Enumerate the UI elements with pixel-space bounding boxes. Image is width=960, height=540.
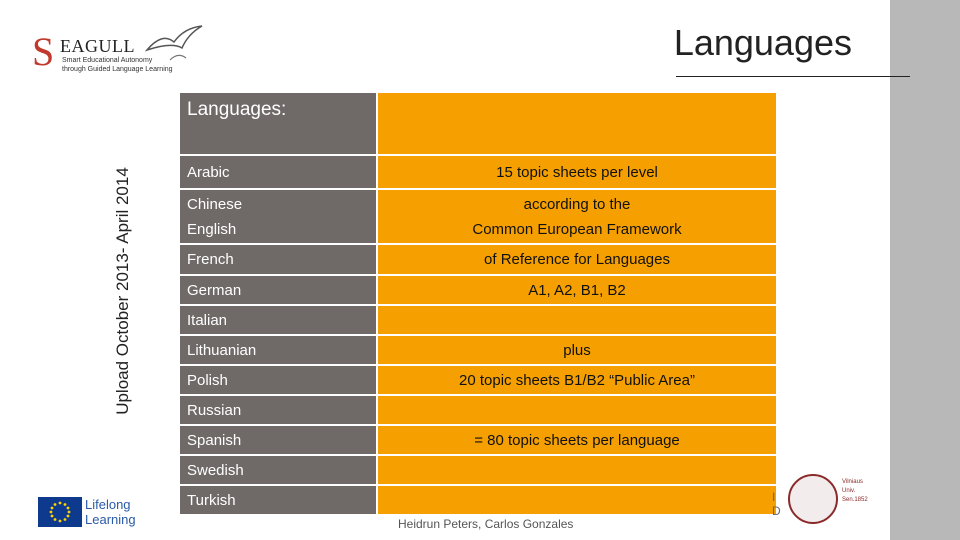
info-cell: of Reference for Languages: [378, 245, 776, 274]
info-cell: = 80 topic sheets per language: [378, 426, 776, 454]
lifelong-learning-logo: [38, 496, 138, 528]
eu-flag-icon: [38, 497, 82, 527]
header-content: [378, 93, 776, 154]
table-row: [180, 426, 776, 456]
info-cell: [378, 456, 776, 484]
table-row: [180, 396, 776, 426]
info-cell: [378, 486, 776, 514]
table-header-row: [180, 93, 776, 156]
logo-letter: S: [32, 29, 55, 74]
seagull-bird-icon: [142, 20, 222, 70]
table-row: [180, 190, 776, 215]
language-cell: Turkish: [180, 486, 378, 514]
upload-date-note: [108, 122, 138, 460]
logo-word: EAGULL: [60, 36, 135, 56]
language-cell: Polish: [180, 366, 378, 394]
seal-icon: [788, 474, 838, 524]
language-cell: Italian: [180, 306, 378, 334]
table-row: [180, 245, 776, 276]
table-row: [180, 306, 776, 336]
language-cell: Russian: [180, 396, 378, 424]
authors-footer: Heidrun Peters, Carlos Gonzales: [398, 517, 574, 531]
logo-tagline-2: through Guided Language Learning: [62, 66, 173, 73]
info-cell: [378, 306, 776, 334]
seal-edge-text: I D: [772, 490, 781, 518]
info-cell: Common European Framework: [378, 215, 776, 243]
language-cell: Chinese: [180, 190, 378, 215]
logo-tagline-1: Smart Educational Autonomy: [62, 57, 153, 64]
language-cell: Arabic: [180, 156, 378, 188]
title-underline: [676, 76, 910, 77]
table-row: [180, 366, 776, 396]
upload-date-text: Upload October 2013- April 2014: [113, 167, 132, 415]
table-row: [180, 336, 776, 366]
header-label: Languages:: [180, 93, 378, 154]
language-cell: Lithuanian: [180, 336, 378, 364]
language-cell: German: [180, 276, 378, 304]
slide-title: Languages: [673, 22, 852, 63]
table-row: [180, 156, 776, 190]
info-cell: [378, 396, 776, 424]
language-cell: Spanish: [180, 426, 378, 454]
language-cell: Swedish: [180, 456, 378, 484]
table-row: [180, 215, 776, 245]
info-cell: 15 topic sheets per level: [378, 156, 776, 188]
info-cell: plus: [378, 336, 776, 364]
eu-logo-line-2: Learning: [85, 512, 136, 527]
table-row: [180, 456, 776, 486]
info-cell: 20 topic sheets B1/B2 “Public Area”: [378, 366, 776, 394]
university-seal: [772, 472, 876, 528]
info-cell: according to the: [378, 190, 776, 215]
seal-caption: Vilniaus Univ. Sen.1852: [842, 479, 868, 503]
eu-logo-line-1: Lifelong: [85, 497, 131, 512]
language-cell: English: [180, 215, 378, 243]
side-band: [890, 0, 960, 540]
info-cell: A1, A2, B1, B2: [378, 276, 776, 304]
table-row: [180, 486, 776, 514]
table-row: [180, 276, 776, 306]
language-cell: French: [180, 245, 378, 274]
seagull-logo: [30, 28, 210, 78]
